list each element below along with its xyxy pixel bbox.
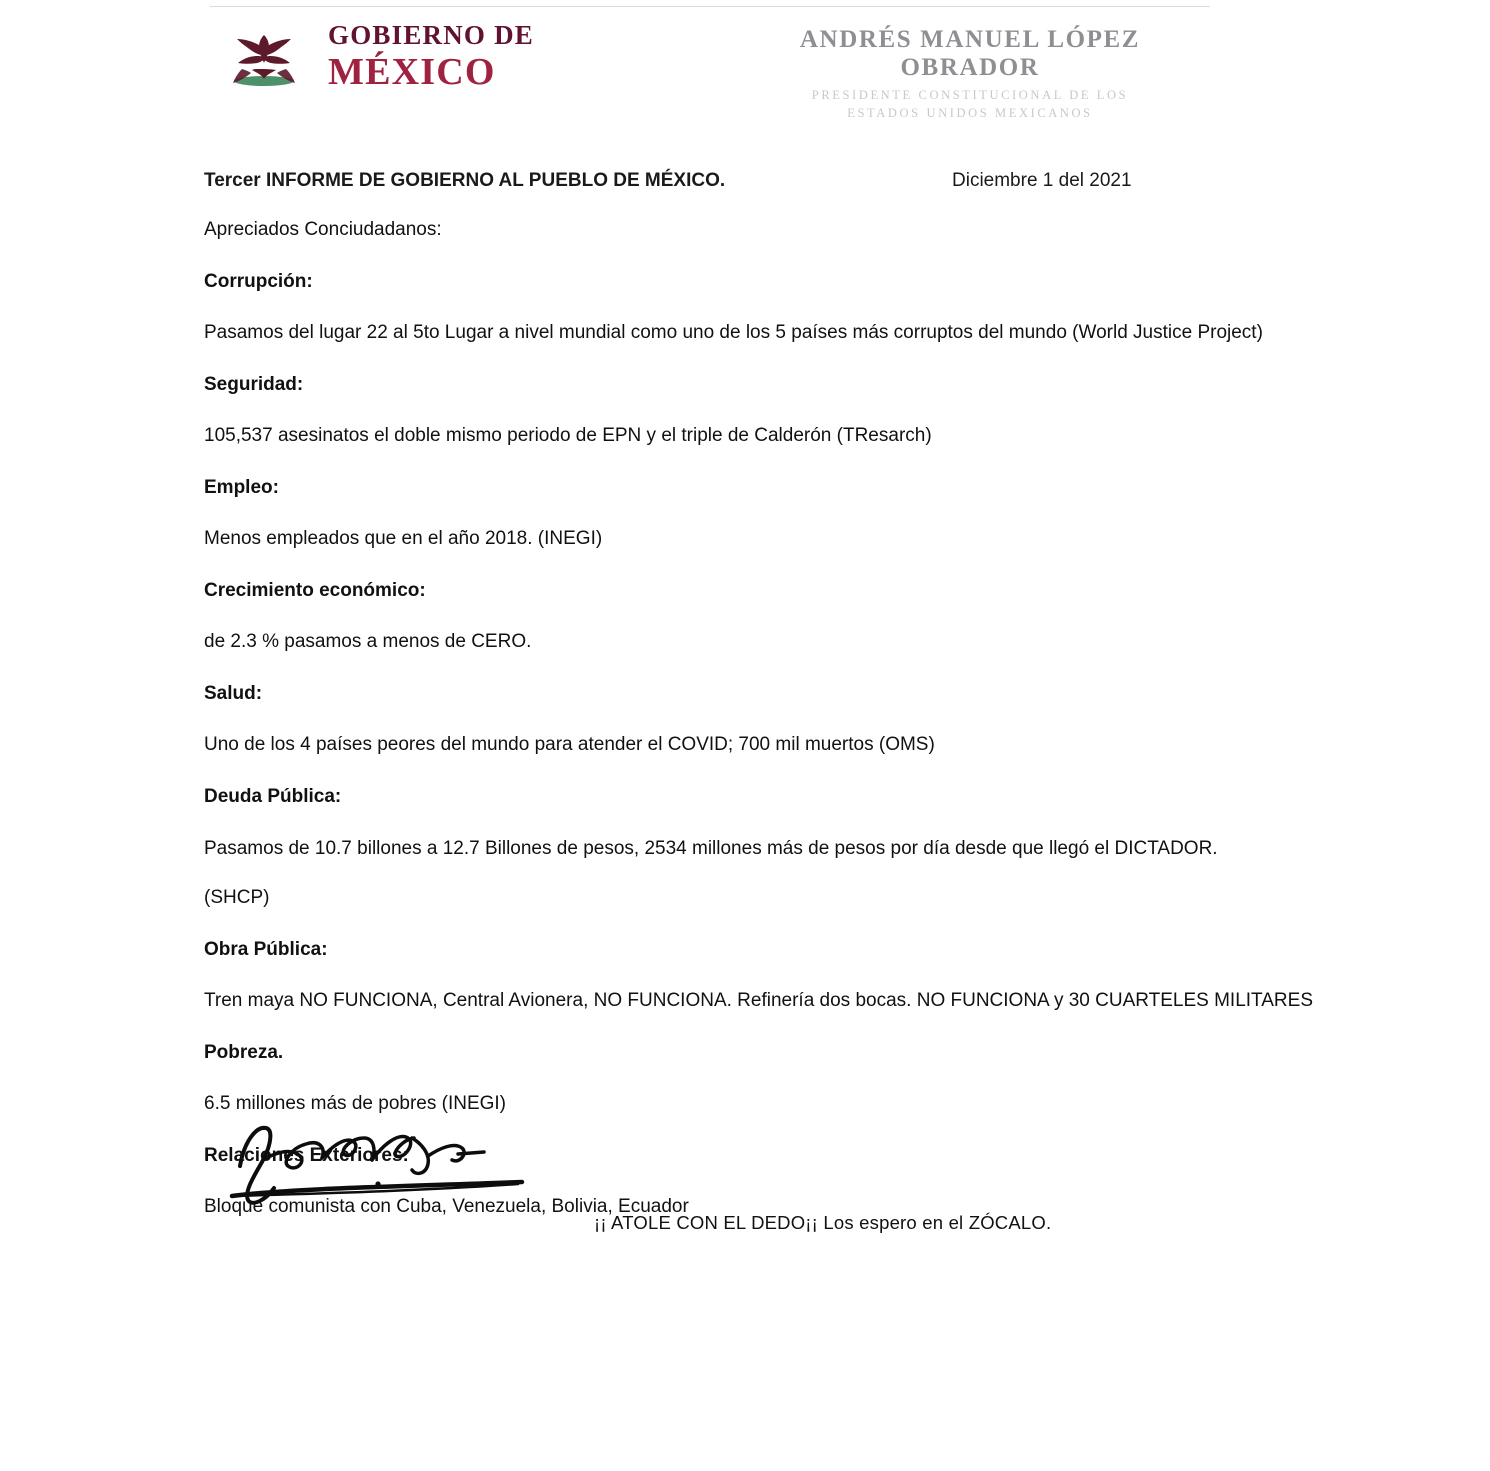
mexican-eagle-seal-icon — [218, 25, 310, 89]
section-body-crecimiento-economico: de 2.3 % pasamos a menos de CERO. — [204, 631, 532, 653]
document-body — [204, 170, 1344, 1245]
document-date: Diciembre 1 del 2021 — [952, 170, 1132, 191]
president-subtitle-line1: PRESIDENTE CONSTITUCIONAL DE LOS — [811, 88, 1129, 102]
section-heading-empleo: Empleo: — [204, 476, 279, 498]
section-body-seguridad: 105,537 asesinatos el doble mismo periodo de EPN y el triple de Calderón (TResarch) — [204, 425, 932, 447]
section-body-deuda-publica: Pasamos de 10.7 billones a 12.7 Billones de pesos, 2534 millones más de pesos por día desde que llegó el DICTADOR. — [204, 837, 1218, 859]
greeting-text: Apreciados Conciudadanos: — [204, 219, 442, 240]
section-body-deuda-publica-source: (SHCP) — [204, 887, 270, 909]
brand-text — [328, 22, 534, 91]
document-title: Tercer INFORME DE GOBIERNO AL PUEBLO DE MÉXICO. — [204, 170, 726, 191]
section-body-corrupcion: Pasamos del lugar 22 al 5to Lugar a nivel mundial como uno de los 5 países más corruptos del mundo (World Justice Project) — [204, 322, 1263, 344]
section-body-relaciones-exteriores: Bloque comunista con Cuba, Venezuela, Bolivia, Ecuador — [204, 1196, 689, 1218]
section-heading-seguridad: Seguridad: — [204, 373, 304, 395]
closing-text: ¡¡ ATOLE CON EL DEDO¡¡ Los espero en el ZÓCALO. — [594, 1212, 1052, 1233]
signature-image — [222, 1108, 602, 1218]
brand-mexico-label: MÉXICO — [328, 51, 496, 93]
letterhead — [210, 0, 1210, 120]
section-heading-salud: Salud: — [204, 682, 263, 704]
section-heading-deuda-publica: Deuda Pública: — [204, 786, 342, 808]
section-body-empleo: Menos empleados que en el año 2018. (INEGI) — [204, 528, 603, 550]
president-header — [730, 26, 1210, 121]
section-heading-relaciones-exteriores: Relaciones Exteriores: — [204, 1144, 409, 1166]
section-body-salud: Uno de los 4 países peores del mundo para atender el COVID; 700 mil muertos (OMS) — [204, 734, 935, 756]
section-heading-crecimiento-economico: Crecimiento económico: — [204, 579, 426, 601]
section-heading-corrupcion: Corrupción: — [204, 270, 313, 292]
letterhead-divider — [210, 6, 1210, 7]
document-title-row — [204, 170, 1344, 192]
section-heading-obra-publica: Obra Pública: — [204, 938, 328, 960]
section-body-pobreza: 6.5 millones más de pobres (INEGI) — [204, 1093, 507, 1115]
government-brand — [218, 22, 534, 91]
section-heading-pobreza: Pobreza. — [204, 1041, 284, 1063]
brand-gobierno-label: GOBIERNO DE — [328, 20, 534, 50]
section-body-obra-publica: Tren maya NO FUNCIONA, Central Avionera, NO FUNCIONA. Refinería dos bocas. NO FUNCIONA y 30 CUARTELES MILITARES — [204, 990, 1313, 1012]
president-subtitle-line2: ESTADOS UNIDOS MEXICANOS — [847, 106, 1093, 120]
president-name: ANDRÉS MANUEL LÓPEZ OBRADOR — [799, 26, 1141, 81]
